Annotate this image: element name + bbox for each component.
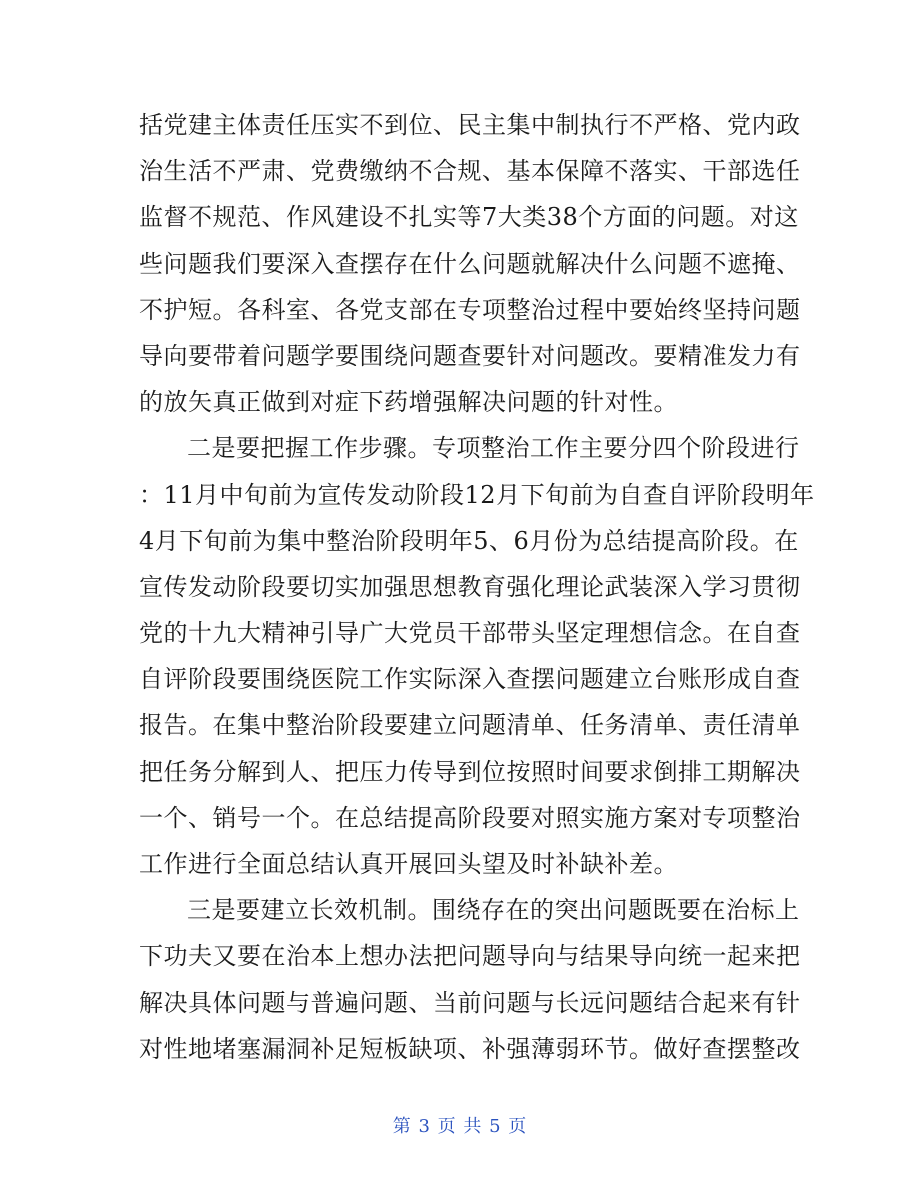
- text-line: 不护短。各科室、各党支部在专项整治过程中要始终坚持问题: [139, 295, 801, 324]
- text-line: 的放矢真正做到对症下药增强解决问题的针对性。: [139, 388, 678, 417]
- text-line: 括党建主体责任压实不到位、民主集中制执行不严格、党内政: [139, 111, 801, 139]
- text-line: 报告。在集中整治阶段要建立问题清单、任务清单、责任清单: [139, 711, 801, 740]
- text-line: 一个、销号一个。在总结提高阶段要对照实施方案对专项整治: [139, 803, 801, 832]
- paragraph-start-line: 三是要建立长效机制。围绕存在的突出问题既要在治标上: [187, 896, 800, 925]
- text-line: 下功夫又要在治本上想办法把问题导向与结果导向统一起来把: [139, 942, 801, 971]
- text-line: 治生活不严肃、党费缴纳不合规、基本保障不落实、干部选任: [139, 157, 801, 186]
- text-line: 对性地堵塞漏洞补足短板缺项、补强薄弱环节。做好查摆整改: [139, 1034, 801, 1063]
- page-number-footer: 第 3 页 共 5 页: [392, 1116, 528, 1137]
- text-line: 党的十九大精神引导广大党员干部带头坚定理想信念。在自查: [139, 619, 801, 648]
- text-line: 导向要带着问题学要围绕问题查要针对问题改。要精准发力有: [139, 341, 801, 370]
- text-line: 监督不规范、作风建设不扎实等7大类38个方面的问题。对这: [139, 203, 799, 232]
- text-line: 把任务分解到人、把压力传导到位按照时间要求倒排工期解决: [139, 757, 801, 786]
- text-line: 解决具体问题与普遍问题、当前问题与长远问题结合起来有针: [139, 988, 801, 1017]
- text-line: 宣传发动阶段要切实加强思想教育强化理论武装深入学习贯彻: [139, 572, 801, 601]
- text-line: 些问题我们要深入查摆存在什么问题就解决什么问题不遮掩、: [139, 249, 801, 278]
- text-line: 自评阶段要围绕医院工作实际深入查摆问题建立台账形成自查: [139, 665, 801, 694]
- text-line: 工作进行全面总结认真开展回头望及时补缺补差。: [139, 850, 678, 878]
- text-line: ：11月中旬前为宣传发动阶段12月下旬前为自查自评阶段明年: [139, 480, 815, 509]
- text-line: 4月下旬前为集中整治阶段明年5、6月份为总结提高阶段。在: [139, 526, 799, 555]
- paragraph-start-line: 二是要把握工作步骤。专项整治工作主要分四个阶段进行: [187, 434, 800, 463]
- document-body: [139, 102, 815, 1072]
